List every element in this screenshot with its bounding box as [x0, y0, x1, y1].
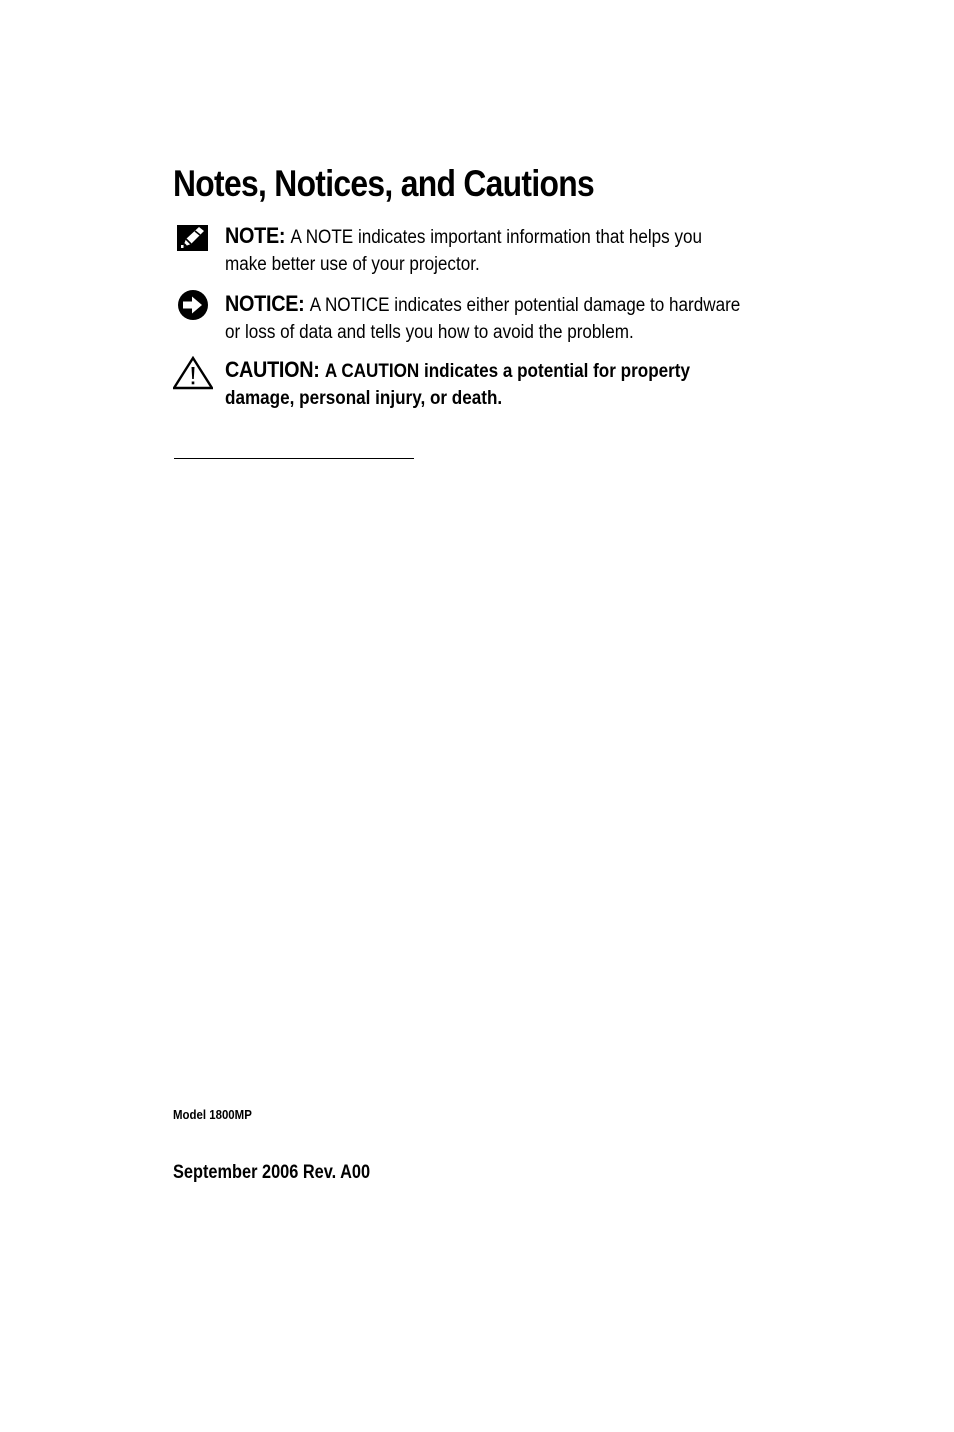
note-pencil-icon — [173, 222, 211, 256]
notice-body — [225, 290, 747, 346]
caution-body — [225, 356, 747, 412]
model-number: Model 1800MP — [173, 1107, 252, 1122]
note-body — [225, 222, 747, 278]
notice-label: NOTICE: — [225, 291, 310, 316]
caution-label: CAUTION: — [225, 357, 325, 382]
caution-text: A CAUTION indicates a potential for property damage, personal injury, or death. — [225, 361, 691, 409]
note-text: A NOTE indicates important information that helps you make better use of your projector. — [225, 227, 703, 275]
page-title: Notes, Notices, and Cautions — [173, 163, 594, 204]
caution-triangle-icon — [173, 356, 211, 390]
footnote-divider — [174, 458, 414, 459]
revision-date: September 2006 Rev. A00 — [173, 1162, 371, 1183]
notice-text: A NOTICE indicates either potential damage to hardware or loss of data and tells you how to avoid the problem. — [225, 295, 741, 343]
note-label: NOTE: — [225, 223, 291, 248]
notice-arrow-icon — [173, 290, 211, 324]
